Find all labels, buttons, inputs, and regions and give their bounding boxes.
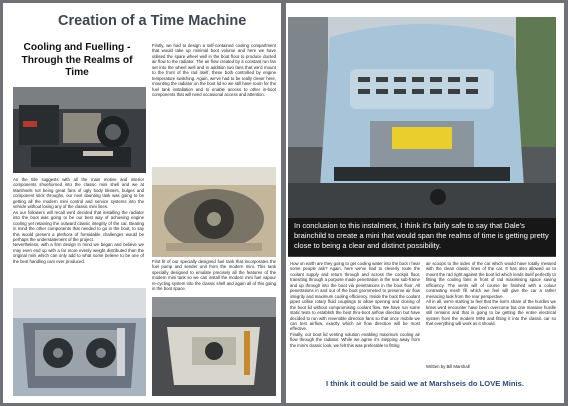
left-page [3,3,281,403]
cooling-text: Firstly, we had to design a self-contained cooling compartment that would take up minimal boot volume and here we have utilised the spare wheel well in the boot floor to produce ducted air flow to the radiator. The air flow created by a constant run fan set into the wheel well and in addition two fans that we'd mount to the front of the rad itself, these both controlled by engine temperature switching. Again, we've had to be really clever here, mounting the radiator on the boot lid so we still have room for the fuel tank installation and to enable access to other in-boot components that will need occasional access and attention. [152,43,276,98]
fuel-tank-text: First fit of our specially designed fuel tank that incorporates the fuel pump and sender unit from the modern mini. This tank specially designed to emulate precisely all the features of the modern mini tank so we can install the modern mini fuel vapour re-cycling system into the classic shell and again all of this going in the boot space. [152,259,276,292]
byline: Written by Bill Marshall [426,364,470,369]
photo-caption: In conclusion to this instalment, I think it's fairly safe to say that Dale's brainchild to create a mini that would span the realms of time is getting pretty close to being a clear and distinct possibility. [288,218,556,256]
article-title: Creation of a Time Machine [58,13,247,29]
boot-radiator-photo [13,288,146,396]
wheel-well-fan-photo [152,167,276,257]
right-page [286,3,564,403]
engine-bay-photo [13,87,146,173]
right-column-2-text: air scoops to the sides of the car which would have totally messed with the clean classic lines of the car. It has also allowed us to mount the rad right against the boot lid which lends itself perfectly to fitting the cooling fans in front of rad maximising space saving efficiency. The vents will of course be finished with a colour contrasting mesh fill which we feel will give the car a rather menacing look from the rear perspective. All in all, we're starting to feel that the lion's share of the hurdles we knew we'd encounter have been overcome but one massive hurdle still remains and that is going to be getting the entire electrical system from the modern MINI and fitting it into the classic car so that everything will work as it should. [426,261,556,326]
right-column-1-text: How on earth are they going to get cooling water into the boot I hear some people ask? Again, here we've had to cleverly route the coolant supply and return through and across the cockpit floor, transiting through a purpose made penetration in the rear sub-frame and up through into the boot via penetrations in the boot floor. All penetrations in and out of the boot grommeted to preserve air flow integrity and maximum cooling efficiency. Inside the boot the coolant pipes utilise rotary fluid couplings to allow opening and closing of the boot lid without compromising coolant flow. We have run some static tests to establish the best thru-boot airflow direction but have decided to run with reversible direction fans so that once mobile we can test airflow, exactly which air flow direction will be most effective. Finally, our boot lid venting solution enabling maximum cooling air flow through the radiator. While we agree it's stepping away from the mini's classic look, we felt this was preferable to fitting [290,261,420,348]
fuel-tank-photo [152,297,276,396]
section-heading: Cooling and Fuelling - Through the Realms of Time [21,42,133,79]
intro-text: As the title suggests with all the main motive and interior components shoehorned into the classic mini shell and we at Marshsels not being great fans of ugly body blisters, bulges and component stick throughs, our next daunting task was going to be getting all the modern mini control and service systems into the vehicle without losing any of the classic mini lines. As our followers will recall we'd decided that installing the radiator into the boot was going to be our best way of achieving engine cooling yet retaining the outward classic integrity of the car. Bearing in mind the other components that needed to go in the boot, to say this would present a plethora of formidable challenges would be perhaps the understatement of the project. Nevertheless, with a firm design in mind we began and believe we may even end up with a far more evenly weight distributed than the original mini which can only add to what some believe to be one of the best handling cars ever produced. [13,177,144,264]
closing-statement: I think it could be said we at Marshseis do LOVE Minis. [326,379,524,388]
